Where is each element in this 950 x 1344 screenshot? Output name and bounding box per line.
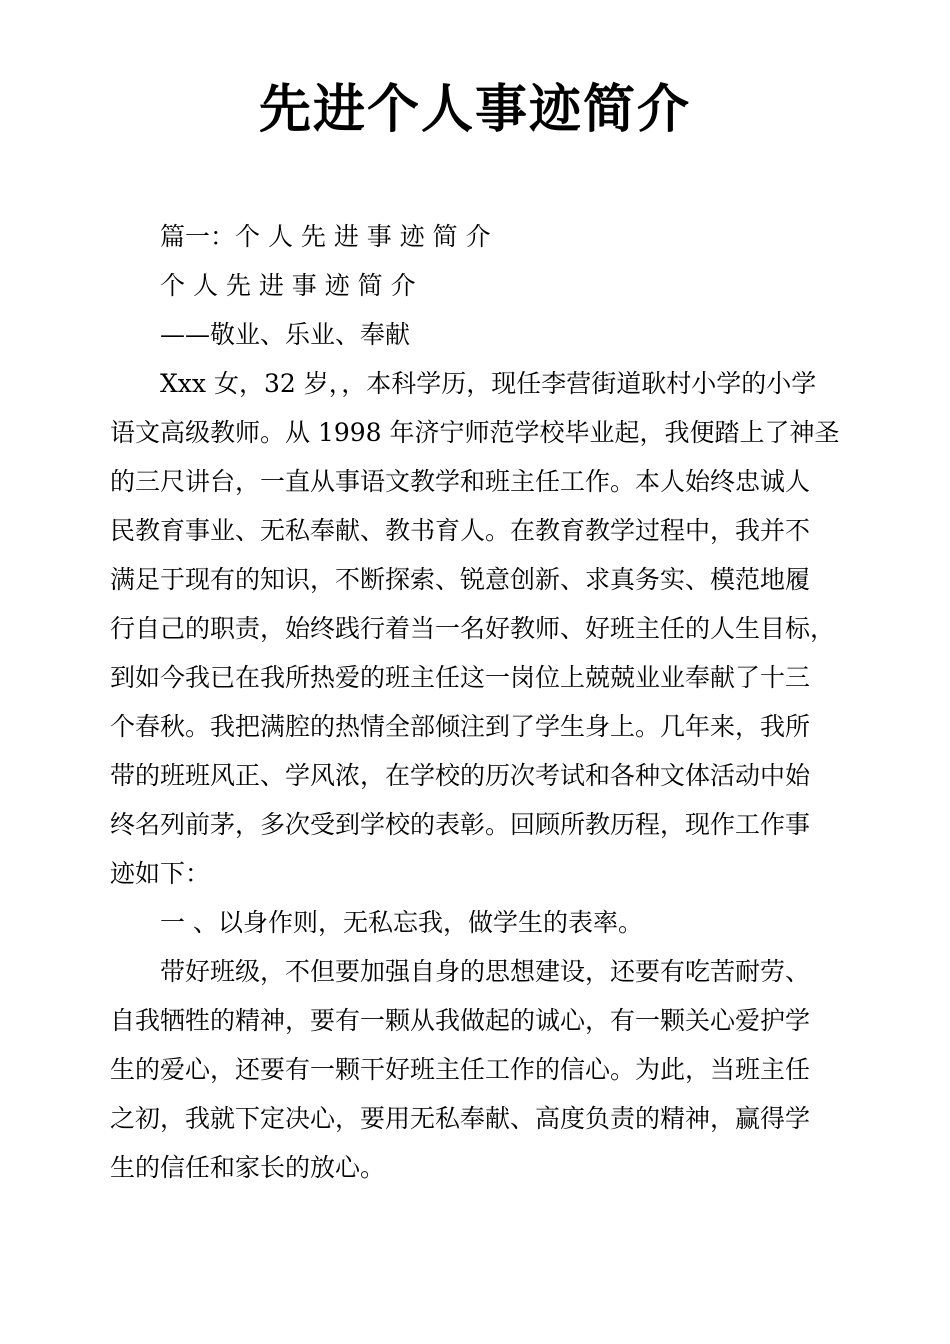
text-line: 个春秋。我把满腔的热情全部倾注到了学生身上。几年来，我所 — [110, 712, 811, 741]
text-line: ——敬业、乐业、奉献 — [160, 320, 411, 349]
text-line: 到如今我已在我所热爱的班主任这一岗位上兢兢业业奉献了十三 — [110, 663, 811, 692]
text-line: 之初，我就下定决心，要用无私奉献、高度负责的精神，赢得学 — [110, 1104, 811, 1133]
text-line: 语文高级教师。从 1998 年济宁师范学校毕业起，我便踏上了神圣 — [110, 418, 840, 447]
text-line: 的三尺讲台，一直从事语文教学和班主任工作。本人始终忠诚人 — [110, 467, 811, 496]
document-body — [110, 212, 838, 1192]
text-line: 生的爱心，还要有一颗干好班主任工作的信心。为此，当班主任 — [110, 1055, 811, 1084]
text-line: 行自己的职责，始终践行着当一名好教师、好班主任的人生目标， — [110, 614, 836, 643]
text-line: 篇一：个 人 先 进 事 迹 简 介 — [160, 222, 491, 251]
text-line: 个 人 先 进 事 迹 简 介 — [160, 271, 416, 300]
text-line: 满足于现有的知识，不断探索、锐意创新、求真务实、模范地履 — [110, 565, 811, 594]
text-line: 迹如下： — [110, 859, 211, 888]
document-title: 先进个人事迹简介 — [258, 80, 691, 140]
text-line: 一 、以身作则，无私忘我，做学生的表率。 — [160, 908, 643, 937]
text-line: 带好班级，不但要加强自身的思想建设，还要有吃苦耐劳、 — [160, 957, 811, 986]
text-line: 终名列前茅，多次受到学校的表彰。回顾所教历程，现作工作事 — [110, 810, 811, 839]
text-line: Xxx 女，32 岁，，本科学历，现任李营街道耿村小学的小学 — [160, 369, 817, 398]
text-line: 生的信任和家长的放心。 — [110, 1153, 386, 1182]
text-line: 民教育事业、无私奉献、教书育人。在教育教学过程中，我并不 — [110, 516, 811, 545]
text-line: 带的班班风正、学风浓，在学校的历次考试和各种文体活动中始 — [110, 761, 811, 790]
text-line: 自我牺牲的精神，要有一颗从我做起的诚心，有一颗关心爱护学 — [110, 1006, 811, 1035]
